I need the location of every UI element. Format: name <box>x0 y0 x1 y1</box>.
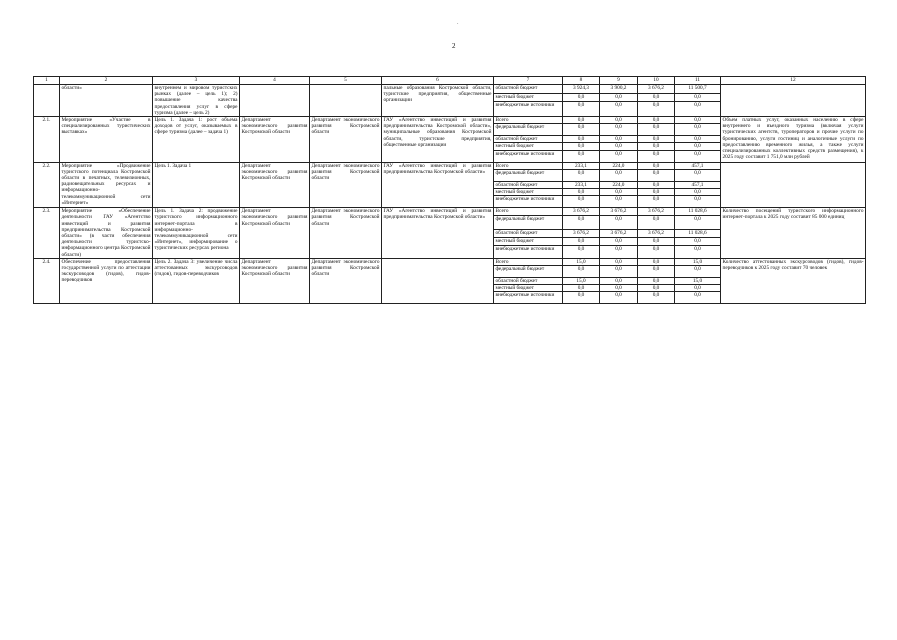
amount-2025: 0,0 <box>638 258 675 265</box>
amount-2023: 0,0 <box>563 189 600 196</box>
participants: пальные образования Костромской области, туристские предприятия, общественные организации <box>382 85 494 117</box>
amount-2024: 0,0 <box>600 196 638 208</box>
executor: Департамент экономического развития Костромской области <box>240 258 310 304</box>
participants: ГАУ «Агентство инвестиций и развития предпринимательства Костромской области» <box>382 208 494 259</box>
column-number: 11 <box>675 77 721 85</box>
funding-source: федеральный бюджет <box>494 216 563 229</box>
row-number <box>34 85 60 117</box>
funding-source: Всего <box>494 162 563 169</box>
amount-2023: 0,0 <box>563 245 600 258</box>
expected-result <box>721 162 866 208</box>
amount-total: 0,0 <box>675 169 721 181</box>
amount-2025: 0,0 <box>638 237 675 245</box>
expected-result: Количество аттестованных экскурсоводов (гидов), гидов-переводчиков к 2025 году составит 70 человек <box>721 258 866 304</box>
amount-2023: 15,0 <box>563 258 600 265</box>
executor <box>240 85 310 117</box>
amount-2023: 15,0 <box>563 278 600 285</box>
amount-2025: 3 676,2 <box>638 229 675 237</box>
amount-2023: 0,0 <box>563 93 600 102</box>
amount-2025: 0,0 <box>638 102 675 117</box>
amount-2025: 0,0 <box>638 216 675 229</box>
amount-2025: 0,0 <box>638 93 675 102</box>
amount-total: 0,0 <box>675 150 721 162</box>
amount-2024: 0,0 <box>600 216 638 229</box>
funding-source: областной бюджет <box>494 85 563 94</box>
funding-source: местный бюджет <box>494 93 563 102</box>
funding-source: местный бюджет <box>494 189 563 196</box>
activity-name: Мероприятие «Продвижение туристского потенциала Костромской области в печатных, телевизионных, радиовещательных ресурсах и информационно-телекоммуникационной сети «Интернет» <box>61 162 151 206</box>
row-number: 2.3. <box>34 208 60 259</box>
amount-total: 15,0 <box>675 278 721 285</box>
funding-source: федеральный бюджет <box>494 124 563 136</box>
amount-2023: 3 676,2 <box>563 208 600 216</box>
amount-2024: 224,0 <box>600 162 638 169</box>
amount-total: 457,1 <box>675 181 721 188</box>
amount-2024: 0,0 <box>600 136 638 143</box>
amount-2024: 3 676,2 <box>600 208 638 216</box>
amount-2023: 0,0 <box>563 292 600 304</box>
activity-name: области» <box>60 85 153 117</box>
amount-2023: 233,1 <box>563 181 600 188</box>
amount-2023: 0,0 <box>563 117 600 124</box>
expected-result: Объем платных услуг, оказанных населению в сфере внутреннего и въездного туризма (включая услуги туристических агентств, туроператоров и прочие услуги по бронированию, услуги гостиниц и аналогичные услуги по предоставлению временного жилья, а также услуги специализированных коллективных средств размещения), к 2025 году составит 1 751,0 млн рублей <box>722 117 864 161</box>
amount-total: 0,0 <box>675 266 721 278</box>
funding-source: областной бюджет <box>494 229 563 237</box>
funding-source: федеральный бюджет <box>494 169 563 181</box>
funding-source: местный бюджет <box>494 285 563 292</box>
activity-name: Мероприятие «Обеспечение деятельности ГАУ «Агентство инвестиций и развития предпринимательства Костромской области» (в части обеспечения деятельности туристско-информационного центра Костромской области) <box>61 208 151 258</box>
amount-2025: 0,0 <box>638 285 675 292</box>
program-activities-table <box>33 76 866 304</box>
executor: Департамент экономического развития Костромской области <box>240 208 310 259</box>
amount-total: 15,0 <box>675 258 721 265</box>
table-row <box>34 162 866 169</box>
table-row <box>34 85 866 94</box>
amount-total: 0,0 <box>675 285 721 292</box>
funding-source: Всего <box>494 208 563 216</box>
amount-2023: 0,0 <box>563 266 600 278</box>
amount-total: 0,0 <box>675 136 721 143</box>
funding-source: местный бюджет <box>494 143 563 150</box>
amount-2023: 0,0 <box>563 124 600 136</box>
amount-total: 0,0 <box>675 143 721 150</box>
amount-total: 0,0 <box>675 102 721 117</box>
amount-2025: 0,0 <box>638 143 675 150</box>
column-number: 10 <box>638 77 675 85</box>
column-number: 1 <box>34 77 60 85</box>
co-executor: Департамент экономического развития Костромской области <box>310 208 382 259</box>
amount-2023: 3 676,2 <box>563 229 600 237</box>
row-number: 2.1. <box>34 117 60 163</box>
amount-2023: 0,0 <box>563 150 600 162</box>
amount-2023: 0,0 <box>563 216 600 229</box>
column-number: 9 <box>600 77 638 85</box>
co-executor: Департамент экономического развития Костромской области <box>310 162 382 208</box>
amount-2023: 0,0 <box>563 136 600 143</box>
amount-2024: 0,0 <box>600 143 638 150</box>
row-number: 2.4. <box>34 258 60 304</box>
amount-2025: 0,0 <box>638 245 675 258</box>
table-row <box>34 258 866 265</box>
amount-2023: 0,0 <box>563 169 600 181</box>
column-number: 4 <box>240 77 310 85</box>
amount-2024: 0,0 <box>600 237 638 245</box>
amount-2024: 0,0 <box>600 266 638 278</box>
amount-2025: 3 676,2 <box>638 85 675 94</box>
co-executor: Департамент экономического развития Костромской области <box>310 117 382 163</box>
amount-2023: 3 924,3 <box>563 85 600 94</box>
table-row <box>34 208 866 216</box>
amount-2025: 3 676,2 <box>638 208 675 216</box>
column-number: 3 <box>153 77 240 85</box>
amount-2025: 0,0 <box>638 181 675 188</box>
funding-source: Всего <box>494 258 563 265</box>
page-number: 2 <box>452 42 456 50</box>
amount-2023: 0,0 <box>563 196 600 208</box>
amount-2025: 0,0 <box>638 124 675 136</box>
executor: Департамент экономического развития Костромской области <box>240 117 310 163</box>
column-number: 2 <box>60 77 153 85</box>
goal-task: Цель 1. Задача 2: продвижение туристского информационного интернет-портала в информационно-телекоммуникационной сети «Интернет», информирование о туристических ресурсах региона <box>153 208 240 259</box>
amount-2023: 0,0 <box>563 237 600 245</box>
amount-2024: 0,0 <box>600 245 638 258</box>
funding-source: Всего <box>494 117 563 124</box>
amount-2025: 0,0 <box>638 136 675 143</box>
column-number: 6 <box>382 77 494 85</box>
amount-2023: 0,0 <box>563 143 600 150</box>
goal-task: Цель 1. Задача 1: рост объема доходов от услуг, оказываемых в сфере туризма (далее – задача 1) <box>153 117 240 163</box>
amount-2024: 0,0 <box>600 285 638 292</box>
amount-2025: 0,0 <box>638 150 675 162</box>
co-executor <box>310 85 382 117</box>
amount-total: 457,1 <box>675 162 721 169</box>
expected-result <box>721 85 866 117</box>
activity-name: Мероприятие «Участие в специализированных туристических выставках» <box>60 117 153 163</box>
funding-source: внебюджетные источники <box>494 196 563 208</box>
co-executor: Департамент экономического развития Костромской области <box>310 258 382 304</box>
amount-total: 0,0 <box>675 189 721 196</box>
amount-2024: 0,0 <box>600 124 638 136</box>
funding-source: внебюджетные источники <box>494 102 563 117</box>
amount-total: 0,0 <box>675 93 721 102</box>
amount-2025: 0,0 <box>638 292 675 304</box>
amount-total: 0,0 <box>675 124 721 136</box>
amount-2025: 0,0 <box>638 278 675 285</box>
participants: ГАУ «Агентство инвестиций и развития предпринимательства Костромской области» <box>382 162 494 208</box>
amount-total: 0,0 <box>675 196 721 208</box>
amount-2024: 0,0 <box>600 169 638 181</box>
amount-2024: 0,0 <box>600 93 638 102</box>
expected-result: Количество посещений туристского информационного интернет-портала к 2025 году составит 85 000 единиц <box>721 208 866 259</box>
amount-2025: 0,0 <box>638 162 675 169</box>
amount-total: 0,0 <box>675 237 721 245</box>
amount-2025: 0,0 <box>638 117 675 124</box>
participants <box>382 258 494 304</box>
funding-source: местный бюджет <box>494 237 563 245</box>
amount-total: 11 028,6 <box>675 229 721 237</box>
funding-source: областной бюджет <box>494 136 563 143</box>
row-number: 2.2. <box>34 162 60 208</box>
goal-task: Цель 2. Задача 3: увеличение числа аттестованных экскурсоводов (гидов), гидов-переводчиков <box>153 258 240 304</box>
activity-name: Обеспечение предоставления государственной услуги по аттестации экскурсоводов (гидов), гидов-переводчиков <box>60 258 153 304</box>
funding-source: внебюджетные источники <box>494 150 563 162</box>
column-number: 5 <box>310 77 382 85</box>
funding-source: внебюджетные источники <box>494 245 563 258</box>
amount-2024: 3 900,2 <box>600 85 638 94</box>
amount-total: 11 028,6 <box>675 208 721 216</box>
amount-2025: 0,0 <box>638 196 675 208</box>
column-number-header-row <box>34 77 866 85</box>
column-number: 7 <box>494 77 563 85</box>
amount-2024: 0,0 <box>600 117 638 124</box>
amount-2025: 0,0 <box>638 189 675 196</box>
page-mark: . <box>457 20 459 26</box>
amount-2025: 0,0 <box>638 266 675 278</box>
amount-total: 0,0 <box>675 216 721 229</box>
amount-2023: 0,0 <box>563 102 600 117</box>
funding-source: федеральный бюджет <box>494 266 563 278</box>
amount-total: 11 500,7 <box>675 85 721 94</box>
amount-2024: 0,0 <box>600 102 638 117</box>
amount-2024: 0,0 <box>600 189 638 196</box>
goal-task: Цель 1. Задача 1 <box>153 162 240 208</box>
amount-2024: 0,0 <box>600 278 638 285</box>
amount-2023: 233,1 <box>563 162 600 169</box>
amount-2024: 0,0 <box>600 150 638 162</box>
funding-source: областной бюджет <box>494 181 563 188</box>
column-number: 8 <box>563 77 600 85</box>
amount-total: 0,0 <box>675 117 721 124</box>
goal-task: внутреннем и мировом туристских рынках (далее – цель 1); 2) повышение качества предоставления услуг в сфере туризма (далее – цель 2) <box>154 85 238 116</box>
column-number: 12 <box>721 77 866 85</box>
executor: Департамент экономического развития Костромской области <box>240 162 310 208</box>
funding-source: внебюджетные источники <box>494 292 563 304</box>
participants: ГАУ «Агентство инвестиций и развития предпринимательства Костромской области», муниципальные образования Костромской области, туристские предприятия, общественные организации <box>382 117 494 163</box>
amount-2025: 0,0 <box>638 169 675 181</box>
amount-total: 0,0 <box>675 292 721 304</box>
table-row <box>34 117 866 124</box>
amount-2024: 3 676,2 <box>600 229 638 237</box>
funding-source: областной бюджет <box>494 278 563 285</box>
amount-2024: 224,0 <box>600 181 638 188</box>
amount-2024: 0,0 <box>600 292 638 304</box>
amount-2024: 0,0 <box>600 258 638 265</box>
amount-2023: 0,0 <box>563 285 600 292</box>
amount-total: 0,0 <box>675 245 721 258</box>
